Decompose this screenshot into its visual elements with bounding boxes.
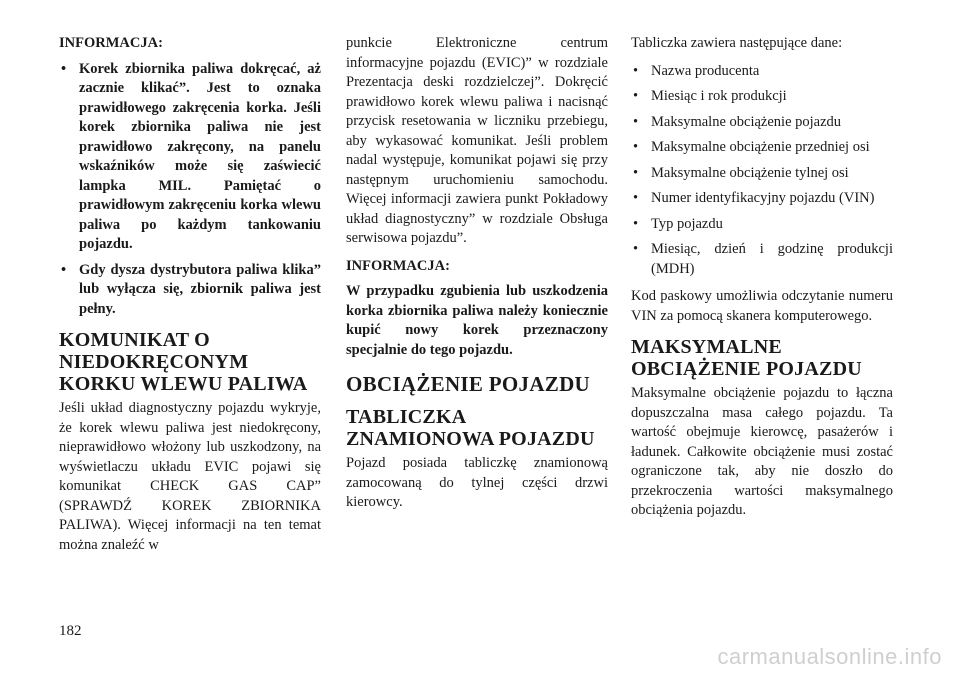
bullet-icon: • <box>633 190 639 206</box>
list-item <box>631 164 893 184</box>
watermark: carmanualsonline.info <box>717 644 942 669</box>
list-intro: Tabliczka zawiera następujące dane: <box>631 35 843 51</box>
list-item <box>631 189 893 209</box>
bullet-icon: • <box>633 164 639 181</box>
list-item <box>631 138 893 158</box>
section-heading: KOMUNIKAT O NIEDOKRĘCONYM KORKU WLEWU PALIWA <box>59 329 308 395</box>
body-paragraph: punkcie Elektroniczne centrum informacyjne pojazdu (EVIC)” w rozdziale Prezentacja deski rozdzielczej”. Dokręcić prawidłowo korek wlewu paliwa i nacisnąć przycisk resetowania w liczniku przebiegu, aby wykasować komunikat. Jeśli problem nadal występuje, komunikat pojawi się przy następnym uruchomieniu samochodu. Więcej informacji zawiera punkt Pokładowy układ diagnostyczny” w rozdziale Obsługa serwisowa pojazdu”. <box>346 35 608 246</box>
plate-data-list <box>631 62 893 280</box>
bullet-icon: • <box>633 215 639 232</box>
bullet-icon: • <box>633 62 639 79</box>
list-item-text: Maksymalne obciążenie tylnej osi <box>651 164 849 181</box>
section-heading: MAKSYMALNE OBCIĄŻENIE POJAZDU <box>631 336 862 380</box>
list-item-text: Gdy dysza dystrybutora paliwa klika” lub wyłącza się, zbiornik paliwa jest pełny. <box>79 261 321 317</box>
list-item <box>59 261 321 320</box>
list-item-text: Numer identyfikacyjny pojazdu (VIN) <box>651 190 875 206</box>
bullet-icon: • <box>633 241 639 257</box>
list-item-text: Maksymalne obciążenie pojazdu <box>651 113 842 130</box>
list-item-text: Miesiąc, dzień i godzinę produkcji (MDH) <box>651 241 893 277</box>
body-paragraph: Jeśli układ diagnostyczny pojazdu wykryje, że korek wlewu paliwa jest niedokręcony, nieprawidłowo włożony lub uszkodzony, na wyświetlaczu układu EVIC pojawi się komunikat CHECK GAS CAP” (SPRAWDŹ KOREK ZBIORNIKA PALIWA). Więcej informacji na ten temat można znaleźć w <box>59 400 321 553</box>
list-item-text: Miesiąc i rok produkcji <box>651 88 787 104</box>
middle-column <box>346 34 608 521</box>
list-item <box>631 87 893 107</box>
list-item-text: Maksymalne obciążenie przedniej osi <box>651 139 870 155</box>
body-paragraph: Kod paskowy umożliwia odczytanie numeru VIN za pomocą skanera komputerowego. <box>631 288 893 324</box>
body-paragraph: Pojazd posiada tabliczkę znamionową zamocowaną do tylnej części drzwi kierowcy. <box>346 455 608 510</box>
bullet-icon: • <box>633 139 639 155</box>
list-item <box>631 113 893 133</box>
bullet-icon: • <box>61 261 67 278</box>
page-number: 182 <box>59 623 82 639</box>
list-item <box>59 60 321 255</box>
body-paragraph: Maksymalne obciążenie pojazdu to łączna dopuszczalna masa całego pojazdu. Ta wartość obejmuje kierowcę, pasażerów i ładunek. Całkowite obciążenie musi zostać ograniczone tak, aby nie doszło do przekroczenia wartości maksymalnego obciążenia pojazdu. <box>631 385 893 518</box>
bullet-icon: • <box>61 60 67 77</box>
left-column <box>59 34 321 563</box>
info-label: INFORMACJA: <box>59 35 163 51</box>
list-item <box>631 62 893 82</box>
list-item <box>631 215 893 235</box>
info-label: INFORMACJA: <box>346 257 450 274</box>
bullet-icon: • <box>633 113 639 130</box>
right-column <box>631 34 893 529</box>
section-title: OBCIĄŻENIE POJAZDU <box>346 372 591 396</box>
sub-heading: TABLICZKA ZNAMIONOWA POJAZDU <box>346 406 595 450</box>
list-item-text: Nazwa producenta <box>651 62 760 79</box>
list-item-text: Typ pojazdu <box>651 215 723 232</box>
list-item-text: Korek zbiornika paliwa dokręcać, aż zacznie klikać”. Jest to oznaka prawidłowego zakręcenia korka. Jeśli korek zbiornika paliwa nie jest prawidłowo zakręcony, na panelu wskaźników może się zaświecić lampka MIL. Pamiętać o prawidłowym zakręceniu korka wlewu paliwa po każdym tankowaniu pojazdu. <box>79 60 321 252</box>
list-item <box>631 240 893 279</box>
bullet-list <box>59 60 321 320</box>
bullet-icon: • <box>633 88 639 104</box>
info-text: W przypadku zgubienia lub uszkodzenia korka zbiornika paliwa należy koniecznie kupić nowy korek przeznaczony specjalnie do tego pojazdu. <box>346 283 608 358</box>
